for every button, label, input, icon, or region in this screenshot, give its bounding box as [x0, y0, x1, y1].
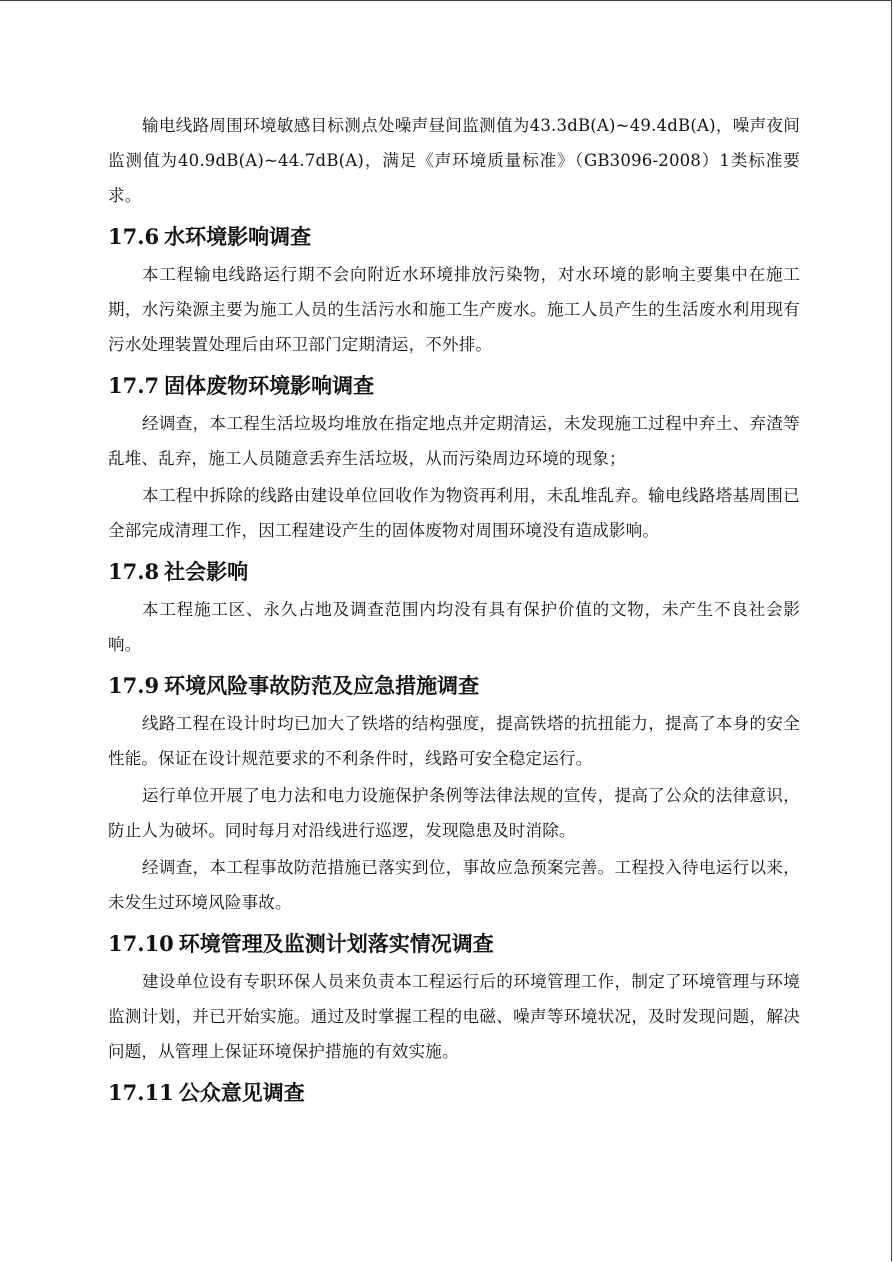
section-17-9-paragraph-3: 经调查，本工程事故防范措施已落实到位，事故应急预案完善。工程投入待电运行以来，未发生过环境风险事故。 [108, 858, 800, 912]
section-heading-17-7 [108, 367, 800, 405]
section-heading-17-9 [108, 667, 800, 705]
section-17-7-paragraph-2: 本工程中拆除的线路由建设单位回收作为物资再利用，未乱堆乱弃。输电线路塔基周围已全部完成清理工作，因工程建设产生的固体废物对周围环境没有造成影响。 [108, 486, 800, 540]
section-number: 17.6 [108, 224, 160, 249]
section-number: 17.9 [108, 673, 160, 698]
section-number: 17.7 [108, 373, 160, 398]
section-number: 17.10 [108, 931, 174, 956]
document-body [108, 108, 800, 1113]
section-title: 固体废物环境影响调查 [164, 373, 375, 398]
section-17-6-paragraph-1: 本工程输电线路运行期不会向附近水环境排放污染物，对水环境的影响主要集中在施工期，水污染源主要为施工人员的生活污水和施工生产废水。施工人员产生的生活废水利用现有污水处理装置处理后由环卫部门定期清运，不外排。 [108, 265, 800, 354]
section-17-10-paragraph-1: 建设单位设有专职环保人员来负责本工程运行后的环境管理工作，制定了环境管理与环境监测计划，并已开始实施。通过及时掌握工程的电磁、噪声等环境状况，及时发现问题，解决问题，从管理上保证环境保护措施的有效实施。 [108, 972, 800, 1061]
section-title: 社会影响 [164, 559, 249, 584]
section-heading-17-10 [108, 925, 800, 963]
intro-paragraph: 输电线路周围环境敏感目标测点处噪声昼间监测值为43.3dB(A)~49.4dB(A)，噪声夜间监测值为40.9dB(A)~44.7dB(A)，满足《声环境质量标准》（GB3096-2008）1类标准要求。 [108, 116, 800, 205]
section-17-8-paragraph-1: 本工程施工区、永久占地及调查范围内均没有具有保护价值的文物，未产生不良社会影响。 [108, 600, 800, 654]
section-heading-17-6 [108, 218, 800, 256]
section-number: 17.11 [108, 1080, 174, 1105]
section-17-9-paragraph-2: 运行单位开展了电力法和电力设施保护条例等法律法规的宣传，提高了公众的法律意识，防止人为破坏。同时每月对沿线进行巡逻，发现隐患及时消除。 [108, 786, 800, 840]
section-title: 环境风险事故防范及应急措施调查 [164, 673, 480, 698]
section-title: 公众意见调查 [178, 1080, 305, 1105]
section-heading-17-8 [108, 553, 800, 591]
section-heading-17-11 [108, 1074, 800, 1112]
section-title: 环境管理及监测计划落实情况调查 [178, 931, 494, 956]
section-title: 水环境影响调查 [164, 224, 312, 249]
section-17-9-paragraph-1: 线路工程在设计时均已加大了铁塔的结构强度，提高铁塔的抗扭能力，提高了本身的安全性能。保证在设计规范要求的不利条件时，线路可安全稳定运行。 [108, 714, 800, 768]
section-number: 17.8 [108, 559, 160, 584]
section-17-7-paragraph-1: 经调查，本工程生活垃圾均堆放在指定地点并定期清运，未发现施工过程中弃土、弃渣等乱堆、乱弃，施工人员随意丢弃生活垃圾，从而污染周边环境的现象； [108, 414, 800, 468]
